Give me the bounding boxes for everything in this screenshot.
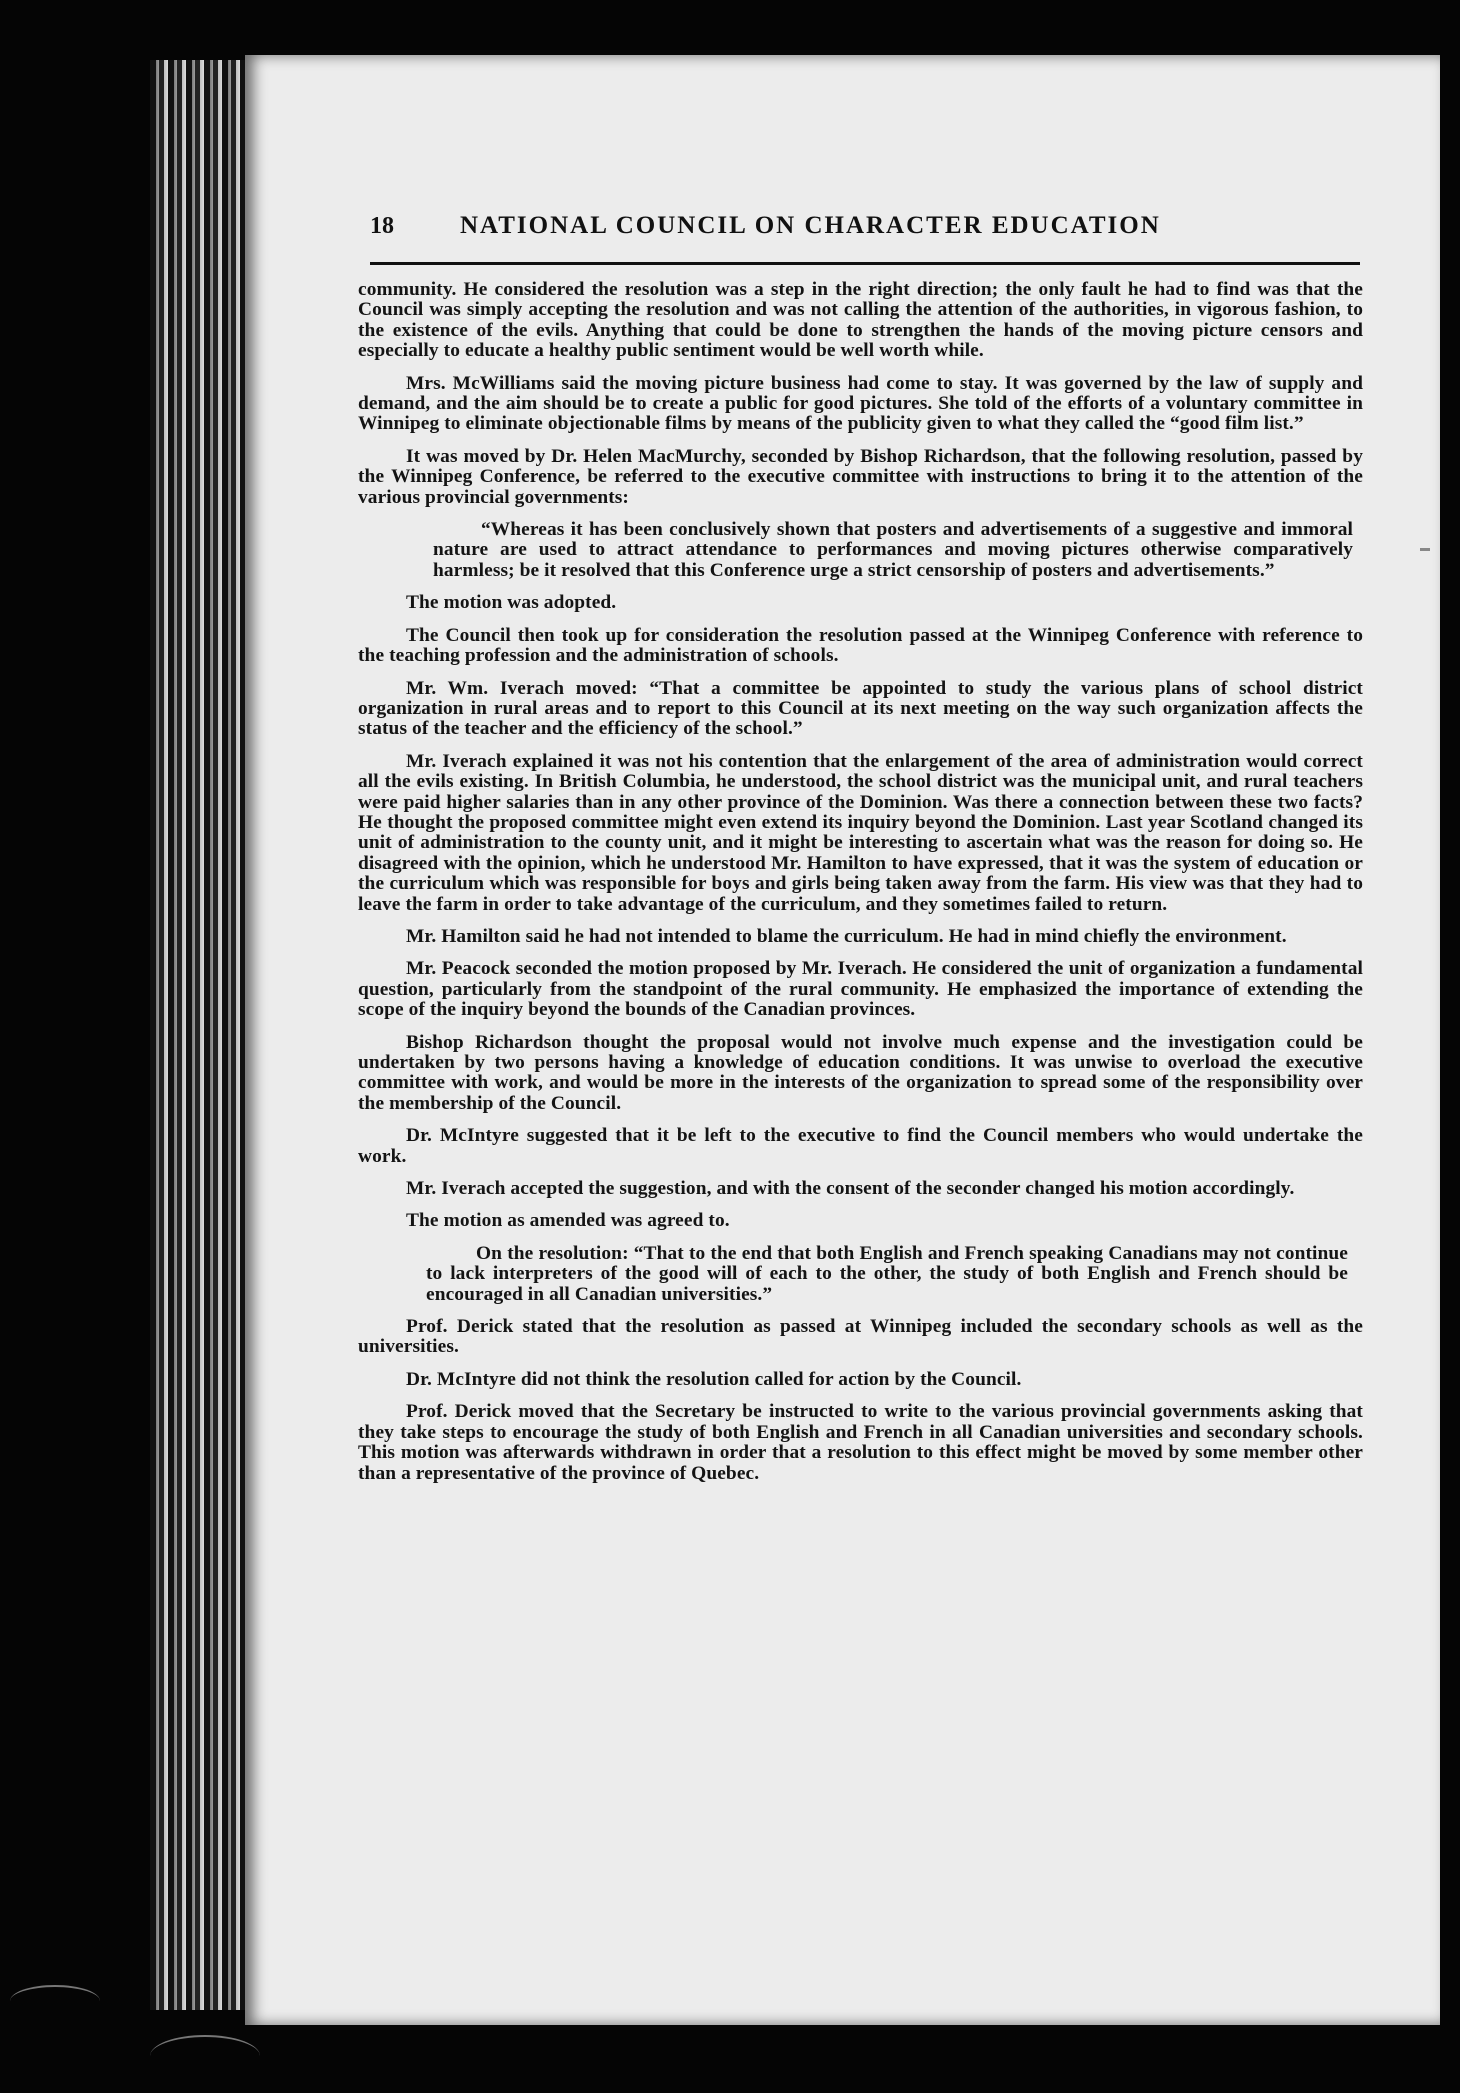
quoted-resolution: “Whereas it has been conclusively shown that posters and advertisements of a suggestive and immoral nature are used to attract attendance to performances and moving pictures otherwise comparatively harmless; be it resolved that this Conference urge a strict censorship of posters and advertisements.” [433,519,1353,581]
book-binding [150,60,250,2010]
paragraph: Dr. McIntyre did not think the resolution called for action by the Council. [406,1368,1022,1390]
running-title: NATIONAL COUNCIL ON CHARACTER EDUCATION [460,212,1161,239]
page-body [358,280,1363,1496]
page-number: 18 [370,213,394,239]
paragraph: Mr. Wm. Iverach moved: “That a committee be appointed to study the various plans of school district organization in rural areas and to report to this Council at its next meeting on the way such organization affects the status of the teacher and the efficiency of the school.” [358,677,1363,740]
paragraph: Mrs. McWilliams said the moving picture business had come to stay. It was governed by the law of supply and demand, and the aim should be to create a public for good pictures. She told of the efforts of a voluntary committee in Winnipeg to eliminate objectionable films by means of the publicity given to what they called the “good film list.” [358,372,1363,435]
paragraph: Prof. Derick moved that the Secretary be instructed to write to the various provincial governments asking that they take steps to encourage the study of both English and French in all Canadian universities and secondary schools. This motion was afterwards withdrawn in order that a resolution to this effect might be moved by some member other than a representative of the province of Quebec. [358,1401,1363,1484]
scan-scratch [10,1985,100,2017]
paragraph: The Council then took up for consideration the resolution passed at the Winnipeg Conference with reference to the teaching profession and the administration of schools. [358,624,1363,667]
paragraph: community. He considered the resolution was a step in the right direction; the only fault he had to find was that the Council was simply accepting the resolution and was not calling the attention of the authorities, in vigorous fashion, to the existence of the evils. Anything that could be done to strengthen the hands of the moving picture censors and especially to educate a healthy public sentiment would be well worth while. [358,279,1363,362]
paragraph: The motion as amended was agreed to. [406,1210,730,1232]
paragraph: Prof. Derick stated that the resolution as passed at Winnipeg included the secondary schools as well as the universities. [358,1316,1363,1358]
margin-mark [1420,548,1430,551]
paragraph: Dr. McIntyre suggested that it be left to the executive to find the Council members who would undertake the work. [358,1125,1363,1167]
paragraph: Mr. Peacock seconded the motion proposed by Mr. Iverach. He considered the unit of organization a fundamental question, particularly from the standpoint of the rural community. He emphasized the importance of extending the scope of the inquiry beyond the bounds of the Canadian provinces. [358,958,1363,1021]
paragraph: Mr. Iverach explained it was not his contention that the enlargement of the area of administration would correct all the evils existing. In British Columbia, he understood, the school district was the municipal unit, and rural teachers were paid higher salaries than in any other province of the Dominion. Was there a connection between these two facts? He thought the proposed committee might even extend its inquiry beyond the Dominion. Last year Scotland changed its unit of administration to the county unit, and it might be interesting to ascertain what was the reason for doing so. He disagreed with the opinion, which he understood Mr. Hamilton to have expressed, that it was the system of education or the curriculum which was responsible for boys and girls being taken away from the farm. His view was that they had to leave the farm in order to take advantage of the curriculum, and they sometimes failed to return. [358,750,1363,915]
paragraph: It was moved by Dr. Helen MacMurchy, seconded by Bishop Richardson, that the following resolution, passed by the Winnipeg Conference, be referred to the executive committee with instructions to bring it to the attention of the various provincial governments: [358,445,1363,508]
paragraph: Bishop Richardson thought the proposal would not involve much expense and the investigation could be undertaken by two persons having a knowledge of education conditions. It was unwise to overload the executive committee with work, and would be more in the interests of the organization to spread some of the responsibility over the membership of the Council. [358,1031,1363,1114]
page-header [370,212,1360,265]
quoted-resolution: On the resolution: “That to the end that both English and French speaking Canadians may not continue to lack interpreters of the good will of each to the other, the study of both English and French should be encouraged in all Canadian universities.” [426,1242,1348,1305]
paragraph: Mr. Hamilton said he had not intended to blame the curriculum. He had in mind chiefly the environment. [406,925,1287,947]
paragraph: The motion was adopted. [406,592,617,614]
scan-scratch [150,2035,260,2077]
paragraph: Mr. Iverach accepted the suggestion, and with the consent of the seconder changed his motion accordingly. [406,1178,1295,1200]
